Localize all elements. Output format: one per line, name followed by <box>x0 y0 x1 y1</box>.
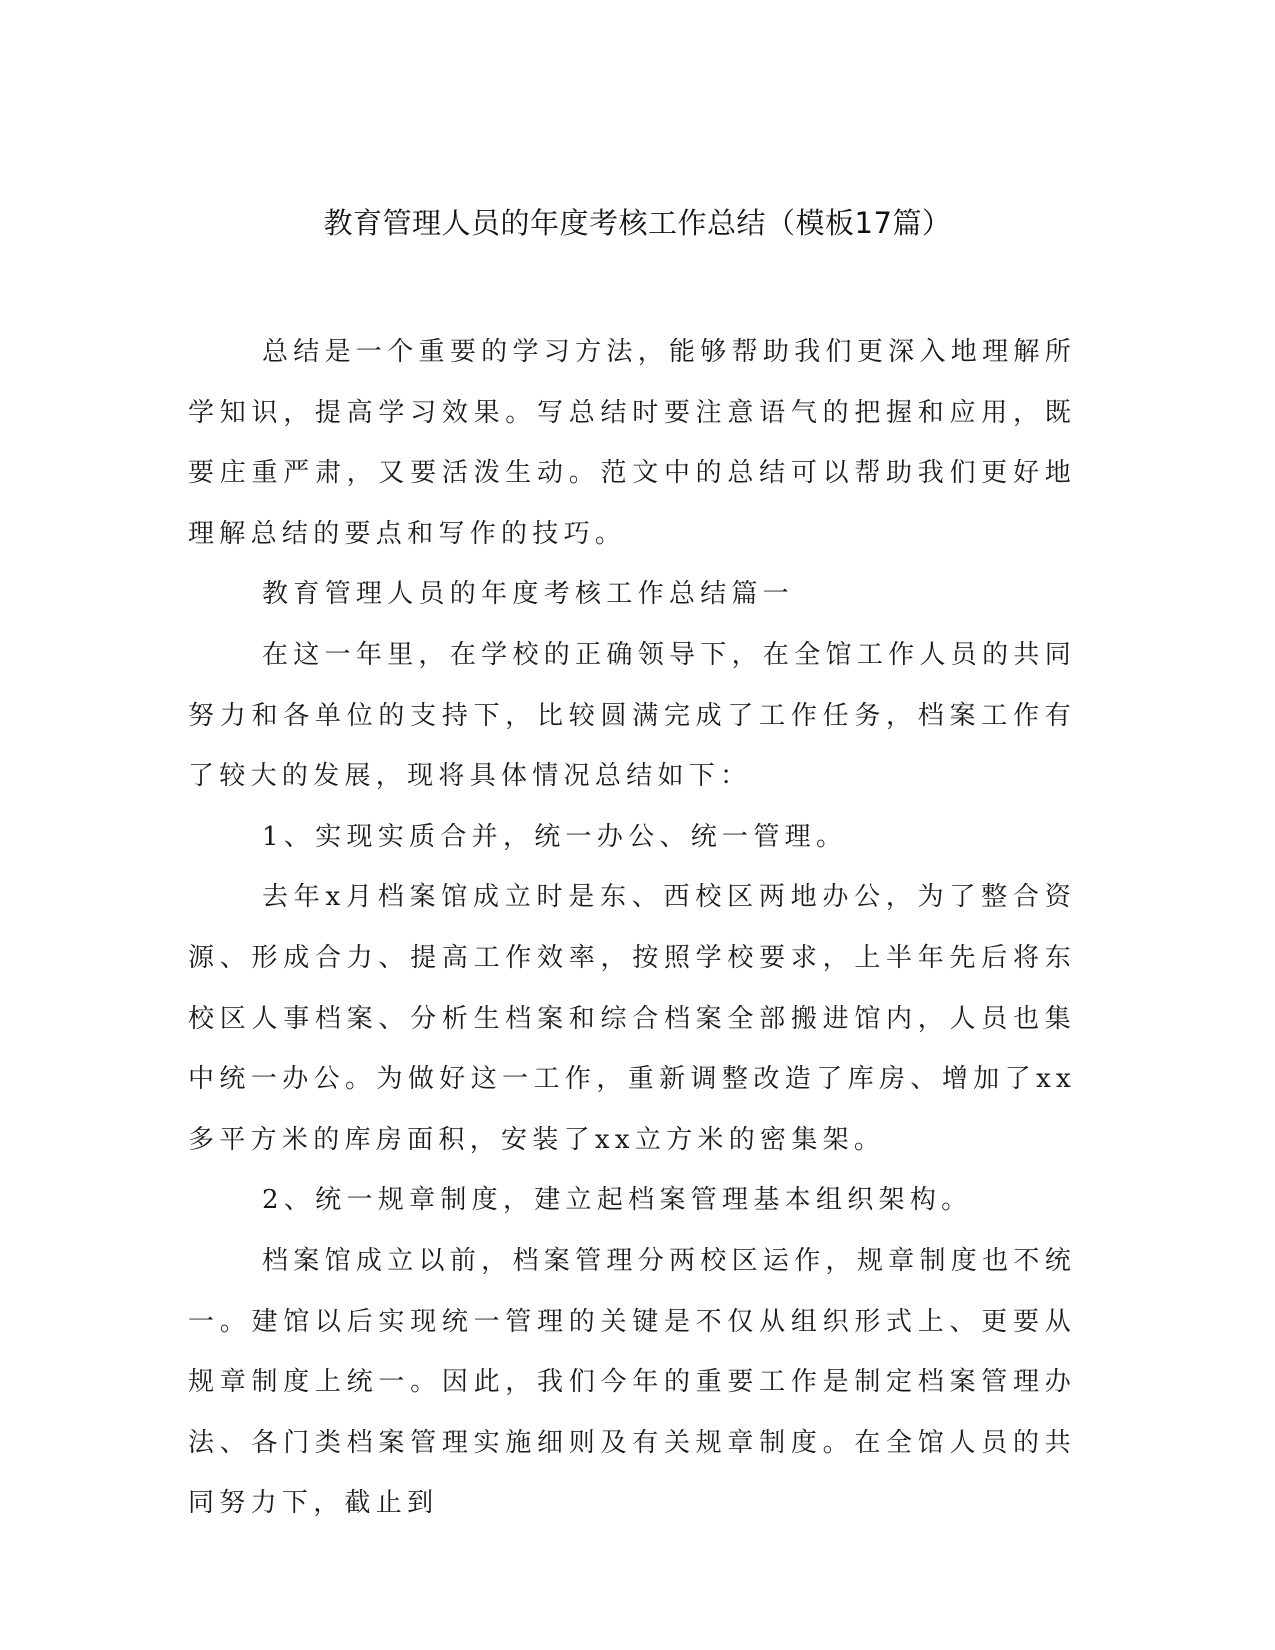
document-body <box>188 322 1076 1534</box>
body-paragraph: 档案馆成立以前，档案管理分两校区运作，规章制度也不统一。建馆以后实现统一管理的关键是不仅从组织形式上、更要从规章制度上统一。因此，我们今年的重要工作是制定档案管理办法、各门类档案管理实施细则及有关规章制度。在全馆人员的共同努力下，截止到 <box>188 1245 1076 1519</box>
body-paragraph: 去年x月档案馆成立时是东、西校区两地办公，为了整合资源、形成合力、提高工作效率，按照学校要求，上半年先后将东校区人事档案、分析生档案和综合档案全部搬进馆内，人员也集中统一办公。为做好这一工作，重新调整改造了库房、增加了xx多平方米的库房面积，安装了xx立方米的密集架。 <box>188 882 1076 1155</box>
numbered-heading-2: 2、统一规章制度，建立起档案管理基本组织架构。 <box>262 1185 973 1216</box>
intro-paragraph: 总结是一个重要的学习方法，能够帮助我们更深入地理解所学知识，提高学习效果。写总结时要注意语气的把握和应用，既要庄重严肃，又要活泼生动。范文中的总结可以帮助我们更好地理解总结的要点和写作的技巧。 <box>188 337 1076 549</box>
numbered-heading-1: 1、实现实质合并，统一办公、统一管理。 <box>262 821 848 852</box>
document-title: 教育管理人员的年度考核工作总结（模板17篇） <box>323 206 952 240</box>
body-paragraph: 在这一年里，在学校的正确领导下，在全馆工作人员的共同努力和各单位的支持下，比较圆满完成了工作任务，档案工作有了较大的发展，现将具体情况总结如下： <box>188 639 1076 792</box>
section-heading: 教育管理人员的年度考核工作总结篇一 <box>262 579 795 610</box>
